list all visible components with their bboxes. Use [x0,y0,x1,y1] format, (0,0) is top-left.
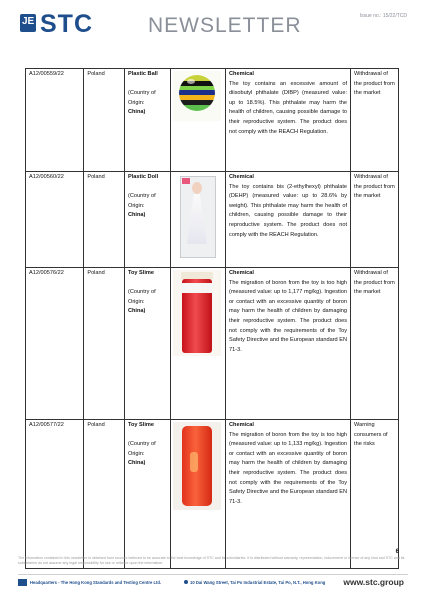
notification-id: A12/00559/22 [26,69,84,172]
origin-value: China) [127,109,146,116]
measure: Withdrawal of the product from the market [351,172,399,268]
address-text: 10 Dai Wang Street, Tai Po Industrial Estate, Tai Po, N.T., Hong Kong [190,580,326,585]
country: Poland [84,420,125,569]
measure: Warning consumers of the risks [351,420,399,569]
risk-type: Chemical [229,422,254,428]
table-row [26,420,399,569]
risk-cell [226,268,351,420]
notification-id: A12/00577/22 [26,420,84,569]
product-image-cell [170,69,225,172]
product-name: Toy Slime [127,422,154,428]
notification-id: A12/00576/22 [26,268,84,420]
product-cell [124,172,170,268]
risk-cell [226,420,351,569]
origin-label: (Country of Origin: [127,90,156,106]
product-image-cell [170,268,225,420]
measure: Withdrawal of the product from the market [351,268,399,420]
origin-label: (Country of Origin: [127,441,156,457]
table-row [26,172,399,268]
country: Poland [84,268,125,420]
risk-type: Chemical [229,270,254,276]
product-name: Plastic Doll [127,174,159,180]
recall-table [25,68,399,569]
toy-slime-image [173,422,221,510]
page-header [0,0,425,44]
country: Poland [84,172,125,268]
page-number: 6 [395,549,399,555]
risk-type: Chemical [229,71,254,77]
product-name: Toy Slime [127,270,154,276]
country: Poland [84,69,125,172]
issue-number: Issue no.: 15/22/TCD [359,13,407,19]
measure: Withdrawal of the product from the market [351,69,399,172]
origin-value: China) [127,212,146,219]
origin-label: (Country of Origin: [127,289,156,305]
table-row [26,69,399,172]
product-image-cell [170,172,225,268]
risk-description: The migration of boron from the toy is too high (measured value: up to 1,177 mg/kg). Ingestion or contact with an excessive quantity of boron may harm the health of children by damaging their reproductive system. The product does not comply with the requirements of the Toy Safety Directive and the European standard EN 71-3. [229,279,348,353]
location-pin-icon [184,580,188,584]
origin-value: China) [127,308,146,315]
product-name: Plastic Ball [127,71,158,77]
footer-logo-icon [18,579,27,586]
table-row [26,268,399,420]
stc-logo-mark [20,14,36,32]
website-link[interactable]: www.stc.group [343,577,404,587]
product-cell [124,69,170,172]
newsletter-title: NEWSLETTER [148,14,302,37]
plastic-doll-image [173,174,221,260]
stc-logo: STC [40,10,93,38]
risk-cell [226,172,351,268]
notification-id: A12/00560/22 [26,172,84,268]
toy-slime-image [173,270,221,356]
product-cell [124,268,170,420]
plastic-ball-image [173,71,221,121]
hq-text: Headquarters - The Hong Kong Standards and Testing Centre Ltd. [30,580,162,585]
logo-mark-text: JE [22,16,35,27]
risk-cell [226,69,351,172]
risk-description: The toy contains an excessive amount of diisobutyl phthalate (DIBP) (measured value: up to 18.5%). This phthalate may harm the health of children, causing possible damage to their reproductive system. The product does not comply with the REACH Regulation. [229,80,348,135]
risk-type: Chemical [229,174,254,180]
disclaimer: The information contained in this newsletter is obtained from sources believed to be accurate to the best knowledge of STC and its subsidiaries. It is distributed without warranty, representation, inducement or license of any kind and STC and its subsidiaries do not assume any legal responsibility for use or reliance upon the information. [18,556,405,565]
footer-bar [18,574,408,589]
product-cell [124,420,170,569]
origin-label: (Country of Origin: [127,193,156,209]
product-image-cell [170,420,225,569]
risk-description: The toy contains bis (2-ethylhexyl) phthalate (DEHP) (measured value: up to 28.6% by weight). This phthalate may harm the health of children, causing possible damage to their reproductive system. The product does not comply with the REACH Regulation. [229,183,348,238]
risk-description: The migration of boron from the toy is too high (measured value: up to 1,133 mg/kg). Ingestion or contact with an excessive quantity of boron may harm the health of children by damaging their reproductive system. The product does not comply with the requirements of the Toy Safety Directive and the European standard EN 71-3. [229,431,348,505]
origin-value: China) [127,460,146,467]
